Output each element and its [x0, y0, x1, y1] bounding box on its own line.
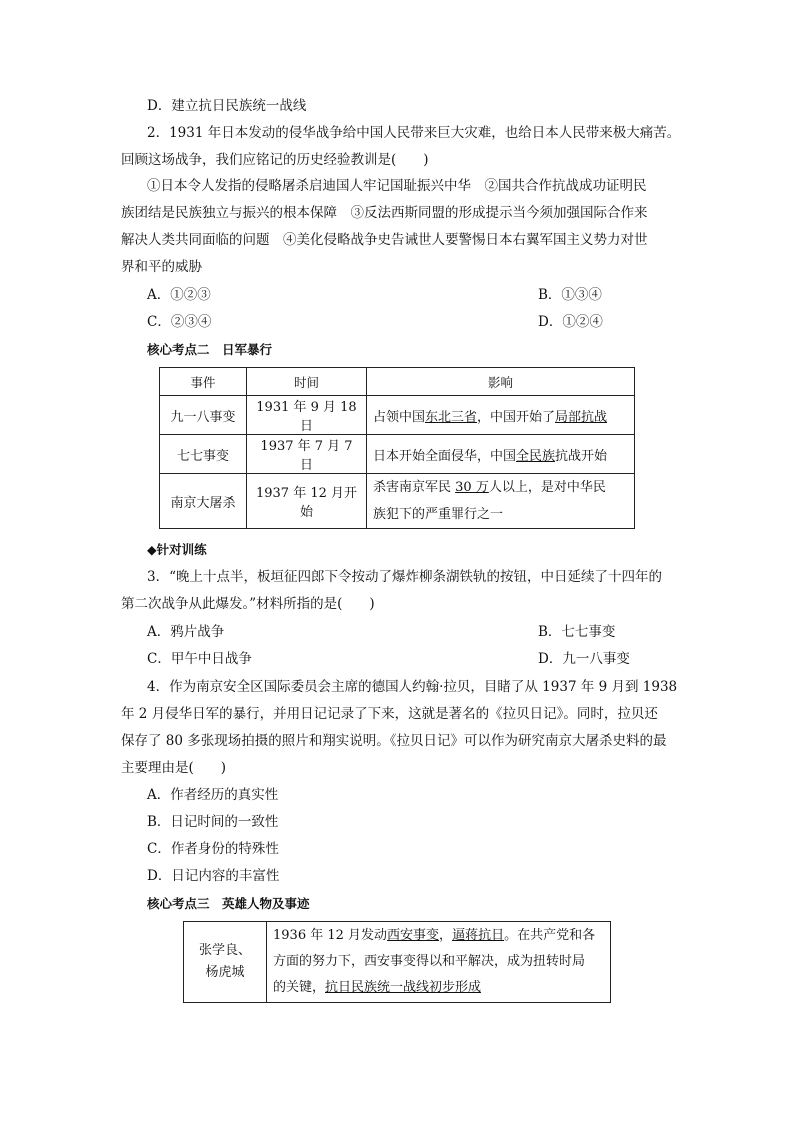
q3-option-b: B．七七事变: [538, 624, 616, 640]
q4-option-a: A．作者经历的真实性: [147, 787, 279, 803]
impact-cell: 日本开始全面侵华，中国全民族抗战开始: [367, 435, 635, 474]
q4-line-4: 主要理由是( ): [121, 760, 227, 776]
table-row: [184, 922, 611, 1003]
q2-line-4: 族团结是民族独立与振兴的根本保障 ③反法西斯同盟的形成提示当今须加强国际合作来: [121, 205, 648, 221]
q3-option-d: D．九一八事变: [538, 651, 630, 667]
person-cell: 张学良、 杨虎城: [184, 922, 267, 1003]
q4-option-c: C．作者身份的特殊性: [147, 841, 279, 857]
q4-option-b: B．日记时间的一致性: [147, 814, 279, 830]
q3-option-c: C．甲午中日战争: [147, 651, 252, 667]
q1-option-d: D．建立抗日民族统一战线: [147, 98, 307, 114]
q2-line-6: 界和平的威胁: [121, 259, 202, 275]
impact-cell: 杀害南京军民 30 万人以上，是对中华民 族犯下的严重罪行之一: [367, 474, 635, 529]
section-3-title: 核心考点三 英雄人物及事迹: [147, 896, 310, 911]
q2-line-5: 解决人类共同面临的问题 ④美化侵略战争史告诫世人要警惕日本右翼军国主义势力对世: [121, 232, 648, 248]
q4-line-3: 保存了 80 多张现场拍摄的照片和翔实说明。《拉贝日记》可以作为研究南京大屠杀史料的最: [121, 733, 667, 749]
training-title: ◆针对训练: [147, 542, 207, 557]
q4-line-2: 年 2 月侵华日军的暴行，并用日记记录了下来，这就是著名的《拉贝日记》。同时，拉贝还: [121, 706, 658, 722]
q4-line-1: 4．作为南京安全区国际委员会主席的德国人约翰·拉贝，目睹了从 1937 年 9 月到 1938: [147, 679, 678, 695]
q3-line-2: 第二次战争从此爆发。”材料所指的是( ): [121, 596, 375, 612]
impact-cell: 占领中国东北三省，中国开始了局部抗战: [367, 396, 635, 435]
time-cell: 1931 年 9 月 18 日: [247, 396, 367, 435]
header-impact: 影响: [367, 368, 635, 396]
q2-option-b: B．①③④: [538, 287, 602, 303]
table-row: [160, 396, 635, 435]
q2-line-1: 2．1931 年日本发动的侵华战争给中国人民带来巨大灾难，也给日本人民带来极大痛苦。: [147, 125, 681, 141]
section-2-title: 核心考点二 日军暴行: [147, 342, 273, 357]
event-cell: 七七事变: [160, 435, 247, 474]
table-header-row: [160, 368, 635, 396]
header-event: 事件: [160, 368, 247, 396]
q3-option-a: A．鸦片战争: [147, 624, 225, 640]
q2-option-c: C．②③④: [147, 314, 212, 330]
q2-option-d: D．①②④: [538, 314, 603, 330]
heroes-table: [183, 921, 611, 1003]
q2-option-a: A．①②③: [147, 287, 211, 303]
q3-line-1: 3．“晚上十点半，板垣征四郎下令按动了爆炸柳条湖铁轨的按钮，中日延续了十四年的: [147, 569, 662, 585]
table-row: [160, 435, 635, 474]
time-cell: 1937 年 12 月开始: [247, 474, 367, 529]
deeds-cell: 1936 年 12 月发动西安事变，逼蒋抗日。在共产党和各 方面的努力下，西安事变得以和平解决，成为扭转时局 的关键，抗日民族统一战线初步形成: [267, 922, 611, 1003]
header-time: 时间: [247, 368, 367, 396]
q2-line-2: 回顾这场战争，我们应铭记的历史经验教训是( ): [121, 152, 429, 168]
q4-option-d: D．日记内容的丰富性: [147, 868, 280, 884]
event-cell: 南京大屠杀: [160, 474, 247, 529]
q2-line-3: ①日本令人发指的侵略屠杀启迪国人牢记国耻振兴中华 ②国共合作抗战成功证明民: [147, 178, 647, 194]
table-row: [160, 474, 635, 529]
event-cell: 九一八事变: [160, 396, 247, 435]
time-cell: 1937 年 7 月 7 日: [247, 435, 367, 474]
atrocities-table: [159, 367, 635, 529]
